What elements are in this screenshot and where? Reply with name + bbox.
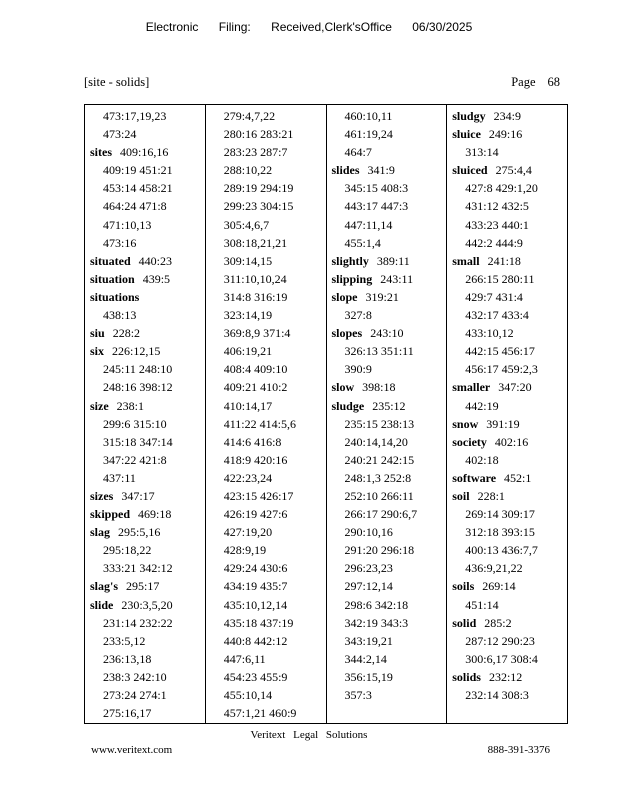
- index-page-refs-line: 418:9 420:16: [223, 452, 288, 467]
- index-page-refs-line: 232:14 308:3: [465, 688, 529, 702]
- index-page-refs-line: 240:21 242:15: [344, 452, 415, 467]
- index-page-refs-line: 451:14: [465, 597, 499, 612]
- index-term: solids: [452, 669, 481, 684]
- index-entry: [332, 378, 443, 396]
- index-page-refs-line: 471:10,13: [103, 217, 152, 232]
- index-term: sluice: [452, 127, 481, 142]
- index-page-refs-line: 453:14 458:21: [103, 181, 173, 196]
- index-page-refs-line: 248:1,3 252:8: [344, 470, 412, 485]
- index-page-refs-line: 433:23 440:1: [465, 217, 529, 232]
- index-term: situated: [90, 253, 131, 268]
- index-page-refs-line: 308:18,21,21: [223, 235, 288, 250]
- index-entry: [90, 288, 201, 306]
- index-page-refs-line: 434:19 435:7: [223, 579, 288, 594]
- index-page-refs-line: 408:4 409:10: [223, 362, 288, 377]
- index-entry: [90, 252, 201, 270]
- page-number: 68: [547, 75, 560, 89]
- index-page-refs-line: 464:24 471:8: [103, 199, 167, 214]
- index-entry: [452, 577, 563, 595]
- index-entry: [90, 342, 201, 360]
- index-page-refs: 243:10: [370, 326, 404, 341]
- index-entry: [332, 288, 443, 306]
- index-page-refs-line: 235:15 238:13: [344, 416, 415, 431]
- index-entry: [452, 252, 563, 270]
- index-page-refs-line: 356:15,19: [344, 669, 393, 684]
- index-page-refs-line: 460:10,11: [344, 109, 393, 123]
- filing-received-label: Received,Clerk'sOffice: [271, 20, 392, 34]
- index-term: slag: [90, 525, 111, 540]
- index-page-refs-line: 279:4,7,22: [223, 109, 276, 123]
- index-term: skipped: [90, 507, 131, 522]
- index-page-refs-line: 432:17 433:4: [465, 308, 529, 323]
- index-page-refs-line: 473:16: [103, 235, 137, 250]
- index-column-1: [85, 105, 206, 723]
- index-term: soils: [452, 579, 475, 594]
- index-page-refs-line: 233:5,12: [103, 633, 146, 648]
- index-page-refs-line: 305:4,6,7: [223, 217, 270, 232]
- index-page-refs-line: 429:7 431:4: [465, 289, 523, 304]
- index-term: situations: [90, 289, 140, 304]
- index-entry: [452, 161, 563, 179]
- index-page-refs-line: 345:15 408:3: [344, 181, 409, 196]
- index-page-refs: 249:16: [488, 127, 523, 142]
- index-entry: [332, 270, 443, 288]
- index-page-refs-line: 298:6 342:18: [344, 597, 409, 612]
- index-page-refs-line: 283:23 287:7: [223, 145, 288, 160]
- index-page-refs-line: 315:18 347:14: [103, 434, 173, 449]
- electronic-filing-header: [0, 20, 618, 34]
- index-term: siu: [90, 326, 105, 341]
- index-page-refs: 241:18: [487, 253, 521, 268]
- index-term: solid: [452, 615, 477, 630]
- index-entry: [332, 324, 443, 342]
- index-entry: [90, 397, 201, 415]
- index-entry: [452, 107, 563, 125]
- index-page-refs: 347:17: [121, 488, 155, 503]
- index-page-refs-line: 435:10,12,14: [223, 597, 288, 612]
- index-entry: [90, 523, 201, 541]
- index-column-3: [327, 105, 448, 723]
- index-page-refs-line: 273:24 274:1: [103, 688, 167, 702]
- index-page-refs-line: 357:3: [344, 688, 372, 702]
- index-entry: [332, 397, 443, 415]
- index-page-refs-line: 288:10,22: [223, 163, 273, 178]
- index-page-refs: 269:14: [482, 579, 516, 594]
- index-page-refs: 469:18: [138, 507, 172, 522]
- index-page-refs-line: 390:9: [344, 362, 372, 377]
- index-page-refs: 243:11: [380, 271, 414, 286]
- index-page-refs-line: 342:19 343:3: [344, 615, 409, 630]
- index-page-refs-line: 457:1,21 460:9: [223, 706, 297, 721]
- index-entry: [90, 505, 201, 523]
- index-page-refs-line: 297:12,14: [344, 579, 393, 594]
- index-entry: [90, 324, 201, 342]
- index-page-refs-line: 409:19 451:21: [103, 163, 173, 178]
- index-page-refs: 235:12: [372, 398, 406, 413]
- index-page-refs-line: 289:19 294:19: [223, 181, 294, 196]
- index-page-refs-line: 343:19,21: [344, 633, 393, 648]
- index-page-refs-line: 410:14,17: [223, 398, 273, 413]
- index-page-refs: 398:18: [362, 380, 396, 395]
- index-term: snow: [452, 416, 479, 431]
- index-page-refs-line: 291:20 296:18: [344, 543, 415, 558]
- page-indicator: [511, 75, 560, 90]
- index-page-refs: 341:9: [367, 163, 395, 178]
- index-term: small: [452, 253, 480, 268]
- index-page-refs-line: 314:8 316:19: [223, 289, 288, 304]
- index-term: slag's: [90, 579, 119, 594]
- index-page-refs-line: 442:2 444:9: [465, 235, 523, 250]
- index-page-refs-line: 295:18,22: [103, 543, 152, 558]
- index-term: society: [452, 434, 487, 449]
- index-page-refs-line: 290:10,16: [344, 525, 393, 540]
- index-page-refs: 285:2: [484, 615, 512, 630]
- index-page-refs-line: 429:24 430:6: [223, 561, 288, 576]
- index-page-refs-line: 238:3 242:10: [103, 669, 167, 684]
- index-page-refs-line: 313:14: [465, 145, 499, 160]
- index-page-refs-line: 266:17 290:6,7: [344, 507, 418, 522]
- index-term: slope: [331, 289, 358, 304]
- index-entry: [452, 487, 563, 505]
- index-entry: [452, 125, 563, 143]
- index-page-refs: 452:1: [504, 470, 532, 485]
- index-range-label: [site - solids]: [84, 75, 150, 89]
- index-column-2: [206, 105, 327, 723]
- index-page-refs: 389:11: [376, 253, 410, 268]
- index-page-refs-line: 409:21 410:2: [223, 380, 288, 395]
- index-entry: [90, 270, 201, 288]
- index-term: smaller: [452, 380, 491, 395]
- index-term: slow: [331, 380, 355, 395]
- page-label: Page: [511, 75, 536, 89]
- index-page-refs-line: 231:14 232:22: [103, 615, 173, 630]
- index-page-refs-line: 455:10,14: [223, 688, 273, 702]
- index-page-refs: 409:16,16: [120, 145, 169, 160]
- index-entry: [90, 577, 201, 595]
- index-page-refs-line: 431:12 432:5: [465, 199, 529, 214]
- index-term: sizes: [90, 488, 114, 503]
- index-page-refs-line: 447:11,14: [344, 217, 393, 232]
- index-page-refs: 232:12: [488, 669, 523, 684]
- index-term: sludgy: [452, 109, 486, 123]
- index-page-refs-line: 461:19,24: [344, 127, 393, 142]
- index-page-refs-line: 344:2,14: [344, 651, 387, 666]
- index-page-refs-line: 327:8: [344, 308, 372, 323]
- index-term: sluiced: [452, 163, 488, 178]
- index-page-refs-line: 287:12 290:23: [465, 633, 535, 648]
- index-page-refs-line: 427:19,20: [223, 525, 273, 540]
- index-page-refs-line: 347:22 421:8: [103, 452, 167, 467]
- index-page-refs-line: 456:17 459:2,3: [465, 362, 538, 377]
- index-page-refs-line: 400:13 436:7,7: [465, 543, 538, 558]
- index-page-refs: 234:9: [493, 109, 521, 123]
- index-page-refs-line: 248:16 398:12: [103, 380, 173, 395]
- index-term: sludge: [331, 398, 365, 413]
- index-term: slopes: [331, 326, 363, 341]
- index-entry: [452, 614, 563, 632]
- index-term: slightly: [331, 253, 369, 268]
- index-page-refs-line: 437:11: [103, 470, 136, 485]
- index-term: slipping: [331, 271, 373, 286]
- index-page-refs-line: 436:9,21,22: [465, 561, 523, 576]
- index-page-refs-line: 427:8 429:1,20: [465, 181, 538, 196]
- index-page-refs-line: 440:8 442:12: [223, 633, 288, 648]
- index-page-refs-line: 369:8,9 371:4: [223, 326, 291, 341]
- index-term: size: [90, 398, 109, 413]
- index-term: slide: [90, 597, 114, 612]
- index-page-refs-line: 454:23 455:9: [223, 669, 288, 684]
- index-page-refs: 295:5,16: [118, 525, 161, 540]
- index-page-refs: 440:23: [138, 253, 173, 268]
- index-page-refs-line: 428:9,19: [223, 543, 267, 558]
- index-page-refs-line: 236:13,18: [103, 651, 152, 666]
- index-page-refs-line: 269:14 309:17: [465, 507, 535, 522]
- index-page-refs-line: 299:6 315:10: [103, 416, 167, 431]
- word-index-table: [84, 104, 568, 724]
- index-page-refs-line: 411:22 414:5,6: [223, 416, 296, 431]
- index-page-refs-line: 438:13: [103, 308, 137, 323]
- index-page-refs-line: 266:15 280:11: [465, 271, 535, 286]
- index-page-refs-line: 442:19: [465, 398, 499, 413]
- index-term: six: [90, 344, 105, 359]
- index-page-refs: 347:20: [498, 380, 532, 395]
- footer-website: www.veritext.com: [91, 744, 173, 756]
- footer-company: Veritext Legal Solutions: [250, 729, 368, 741]
- index-page-refs: 228:2: [112, 326, 141, 341]
- index-page-refs: 319:21: [365, 289, 399, 304]
- index-page-refs-line: 252:10 266:11: [344, 488, 414, 503]
- index-page-refs: 238:1: [116, 398, 144, 413]
- index-page-refs-line: 280:16 283:21: [223, 127, 294, 142]
- index-page-refs-line: 245:11 248:10: [103, 362, 173, 377]
- index-page-refs: 228:1: [477, 488, 505, 503]
- filing-date: 06/30/2025: [412, 20, 473, 34]
- index-page-refs-line: 300:6,17 308:4: [465, 651, 538, 666]
- index-page-refs: 439:5: [142, 271, 171, 286]
- index-page-refs-line: 414:6 416:8: [223, 434, 282, 449]
- index-page-refs-line: 299:23 304:15: [223, 199, 294, 214]
- index-page-refs-line: 473:17,19,23: [103, 109, 167, 123]
- index-entry: [452, 433, 563, 451]
- index-page-refs-line: 435:18 437:19: [223, 615, 294, 630]
- index-page-refs: 391:19: [486, 416, 520, 431]
- index-page-refs-line: 473:24: [103, 127, 137, 142]
- index-page-refs-line: 275:16,17: [103, 706, 152, 721]
- index-term: software: [452, 470, 497, 485]
- filing-label: Filing:: [218, 20, 251, 34]
- index-term: slides: [331, 163, 360, 178]
- index-page-refs-line: 443:17 447:3: [344, 199, 409, 214]
- index-page-refs: 402:16: [494, 434, 529, 449]
- index-entry: [332, 252, 443, 270]
- index-page-refs-line: 296:23,23: [344, 561, 393, 576]
- index-column-4: [447, 105, 567, 723]
- index-entry: [452, 469, 563, 487]
- index-page-refs-line: 402:18: [465, 452, 499, 467]
- index-page-refs-line: 423:15 426:17: [223, 488, 294, 503]
- index-entry: [90, 596, 201, 614]
- index-page-refs: 226:12,15: [112, 344, 161, 359]
- index-page-refs: 275:4,4: [495, 163, 532, 178]
- index-page-refs-line: 455:1,4: [344, 235, 381, 250]
- index-page-refs-line: 406:19,21: [223, 344, 273, 359]
- index-entry: [90, 143, 201, 161]
- index-entry: [90, 487, 201, 505]
- index-entry: [332, 161, 443, 179]
- index-page-refs-line: 333:21 342:12: [103, 561, 173, 576]
- footer-phone: 888-391-3376: [487, 744, 550, 756]
- index-page-refs-line: 326:13 351:11: [344, 344, 414, 359]
- index-page-refs-line: 464:7: [344, 145, 372, 160]
- index-term: soil: [452, 488, 470, 503]
- index-entry: [452, 378, 563, 396]
- index-page-refs-line: 240:14,14,20: [344, 434, 408, 449]
- index-term: sites: [90, 145, 112, 160]
- index-page-refs-line: 312:18 393:15: [465, 525, 535, 540]
- index-page-refs-line: 433:10,12: [465, 326, 514, 341]
- index-page-refs-line: 323:14,19: [223, 308, 273, 323]
- index-page-refs-line: 442:15 456:17: [465, 344, 535, 359]
- index-page-refs: 295:17: [126, 579, 160, 594]
- index-page-refs-line: 422:23,24: [223, 470, 273, 485]
- index-entry: [452, 668, 563, 686]
- index-page-refs-line: 426:19 427:6: [223, 507, 288, 522]
- index-term: situation: [90, 271, 135, 286]
- index-page-refs-line: 309:14,15: [223, 253, 273, 268]
- index-page-refs-line: 311:10,10,24: [223, 271, 287, 286]
- index-page-refs-line: 447:6,11: [223, 651, 266, 666]
- index-page-refs: 230:3,5,20: [121, 597, 173, 612]
- index-entry: [452, 415, 563, 433]
- filing-electronic-label: Electronic: [145, 20, 199, 34]
